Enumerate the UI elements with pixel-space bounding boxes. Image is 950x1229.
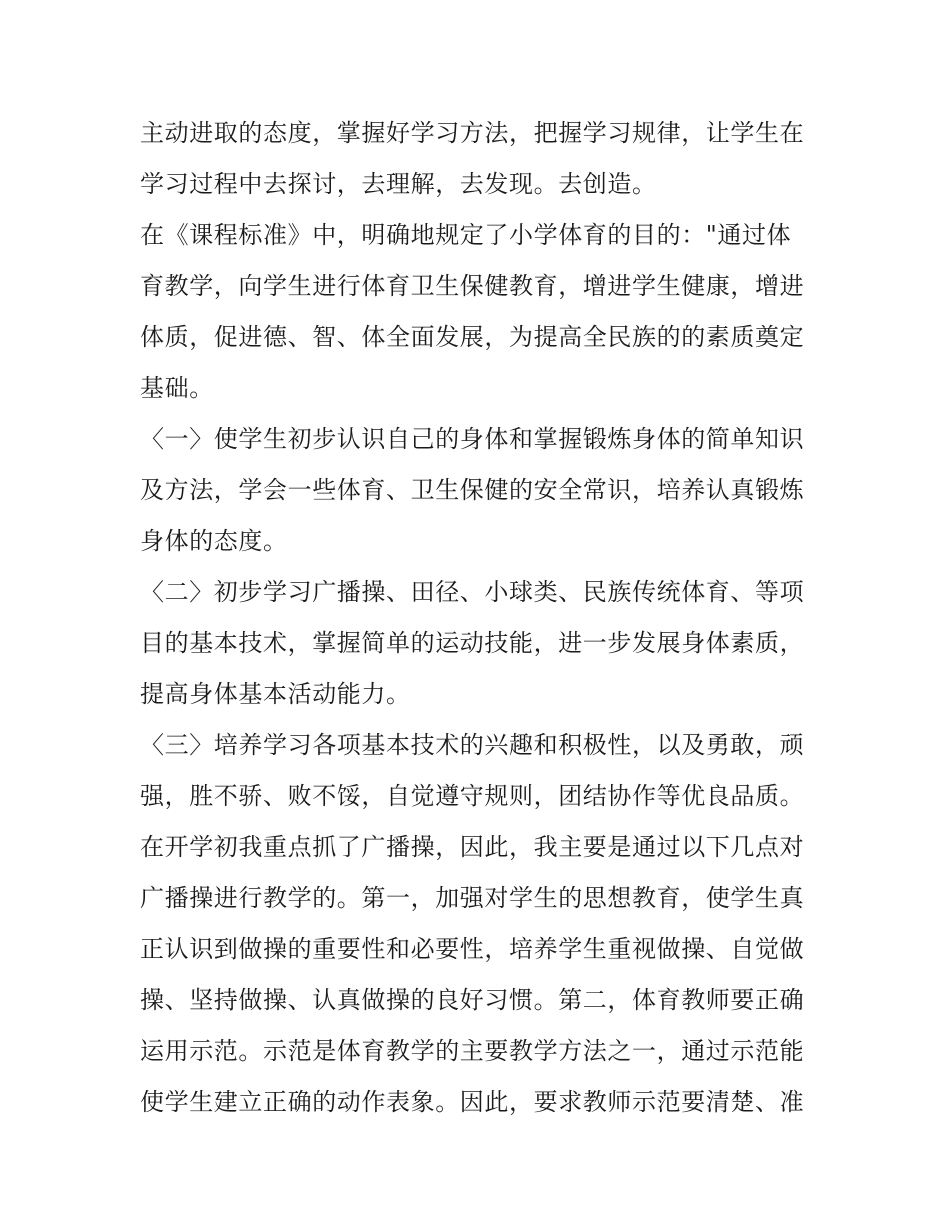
- text-line: 目的基本技术，掌握简单的运动技能，进一步发展身体素质，: [140, 629, 805, 657]
- text-line: 提高身体基本活动能力。: [140, 680, 411, 708]
- text-line: 及方法，学会一些体育、卫生保健的安全常识，培养认真锻炼: [140, 476, 805, 504]
- text-line: 使学生建立正确的动作表象。因此，要求教师示范要清楚、准: [140, 1088, 805, 1116]
- text-line: 身体的态度。: [140, 527, 288, 555]
- text-line: 〈一〉使学生初步认识自己的身体和掌握锻炼身体的简单知识: [140, 425, 805, 453]
- text-line: 〈二〉初步学习广播操、田径、小球类、民族传统体育、等项: [140, 578, 805, 606]
- text-line: 正认识到做操的重要性和必要性，培养学生重视做操、自觉做: [140, 935, 805, 963]
- text-line: 育教学，向学生进行体育卫生保健教育，增进学生健康，增进: [140, 272, 805, 300]
- text-line: 运用示范。示范是体育教学的主要教学方法之一，通过示范能: [140, 1037, 805, 1065]
- paragraph-intro-continuation: [140, 108, 815, 210]
- text-line: 体质，促进德、智、体全面发展，为提高全民族的的素质奠定: [140, 323, 805, 351]
- paragraph-broadcast-exercise: [140, 822, 815, 1128]
- document-body: [140, 108, 815, 1128]
- text-line: 在开学初我重点抓了广播操，因此，我主要是通过以下几点对: [140, 833, 805, 861]
- text-line: 操、坚持做操、认真做操的良好习惯。第二，体育教师要正确: [140, 986, 805, 1014]
- text-line: 强，胜不骄、败不馁，自觉遵守规则，团结协作等优良品质。: [140, 782, 805, 810]
- text-line: 广播操进行教学的。第一，加强对学生的思想教育，使学生真: [140, 884, 805, 912]
- paragraph-goal-one: [140, 414, 815, 567]
- paragraph-goal-two: [140, 567, 815, 720]
- text-line: 学习过程中去探讨，去理解，去发现。去创造。: [140, 170, 657, 198]
- text-line: 在《课程标准》中，明确地规定了小学体育的目的："通过体: [140, 221, 792, 249]
- text-line: 基础。: [140, 374, 214, 402]
- paragraph-curriculum-standard: [140, 210, 815, 414]
- text-line: 〈三〉培养学习各项基本技术的兴趣和积极性，以及勇敢，顽: [140, 731, 805, 759]
- text-line: 主动进取的态度，掌握好学习方法，把握学习规律，让学生在: [140, 119, 805, 147]
- paragraph-goal-three: [140, 720, 815, 822]
